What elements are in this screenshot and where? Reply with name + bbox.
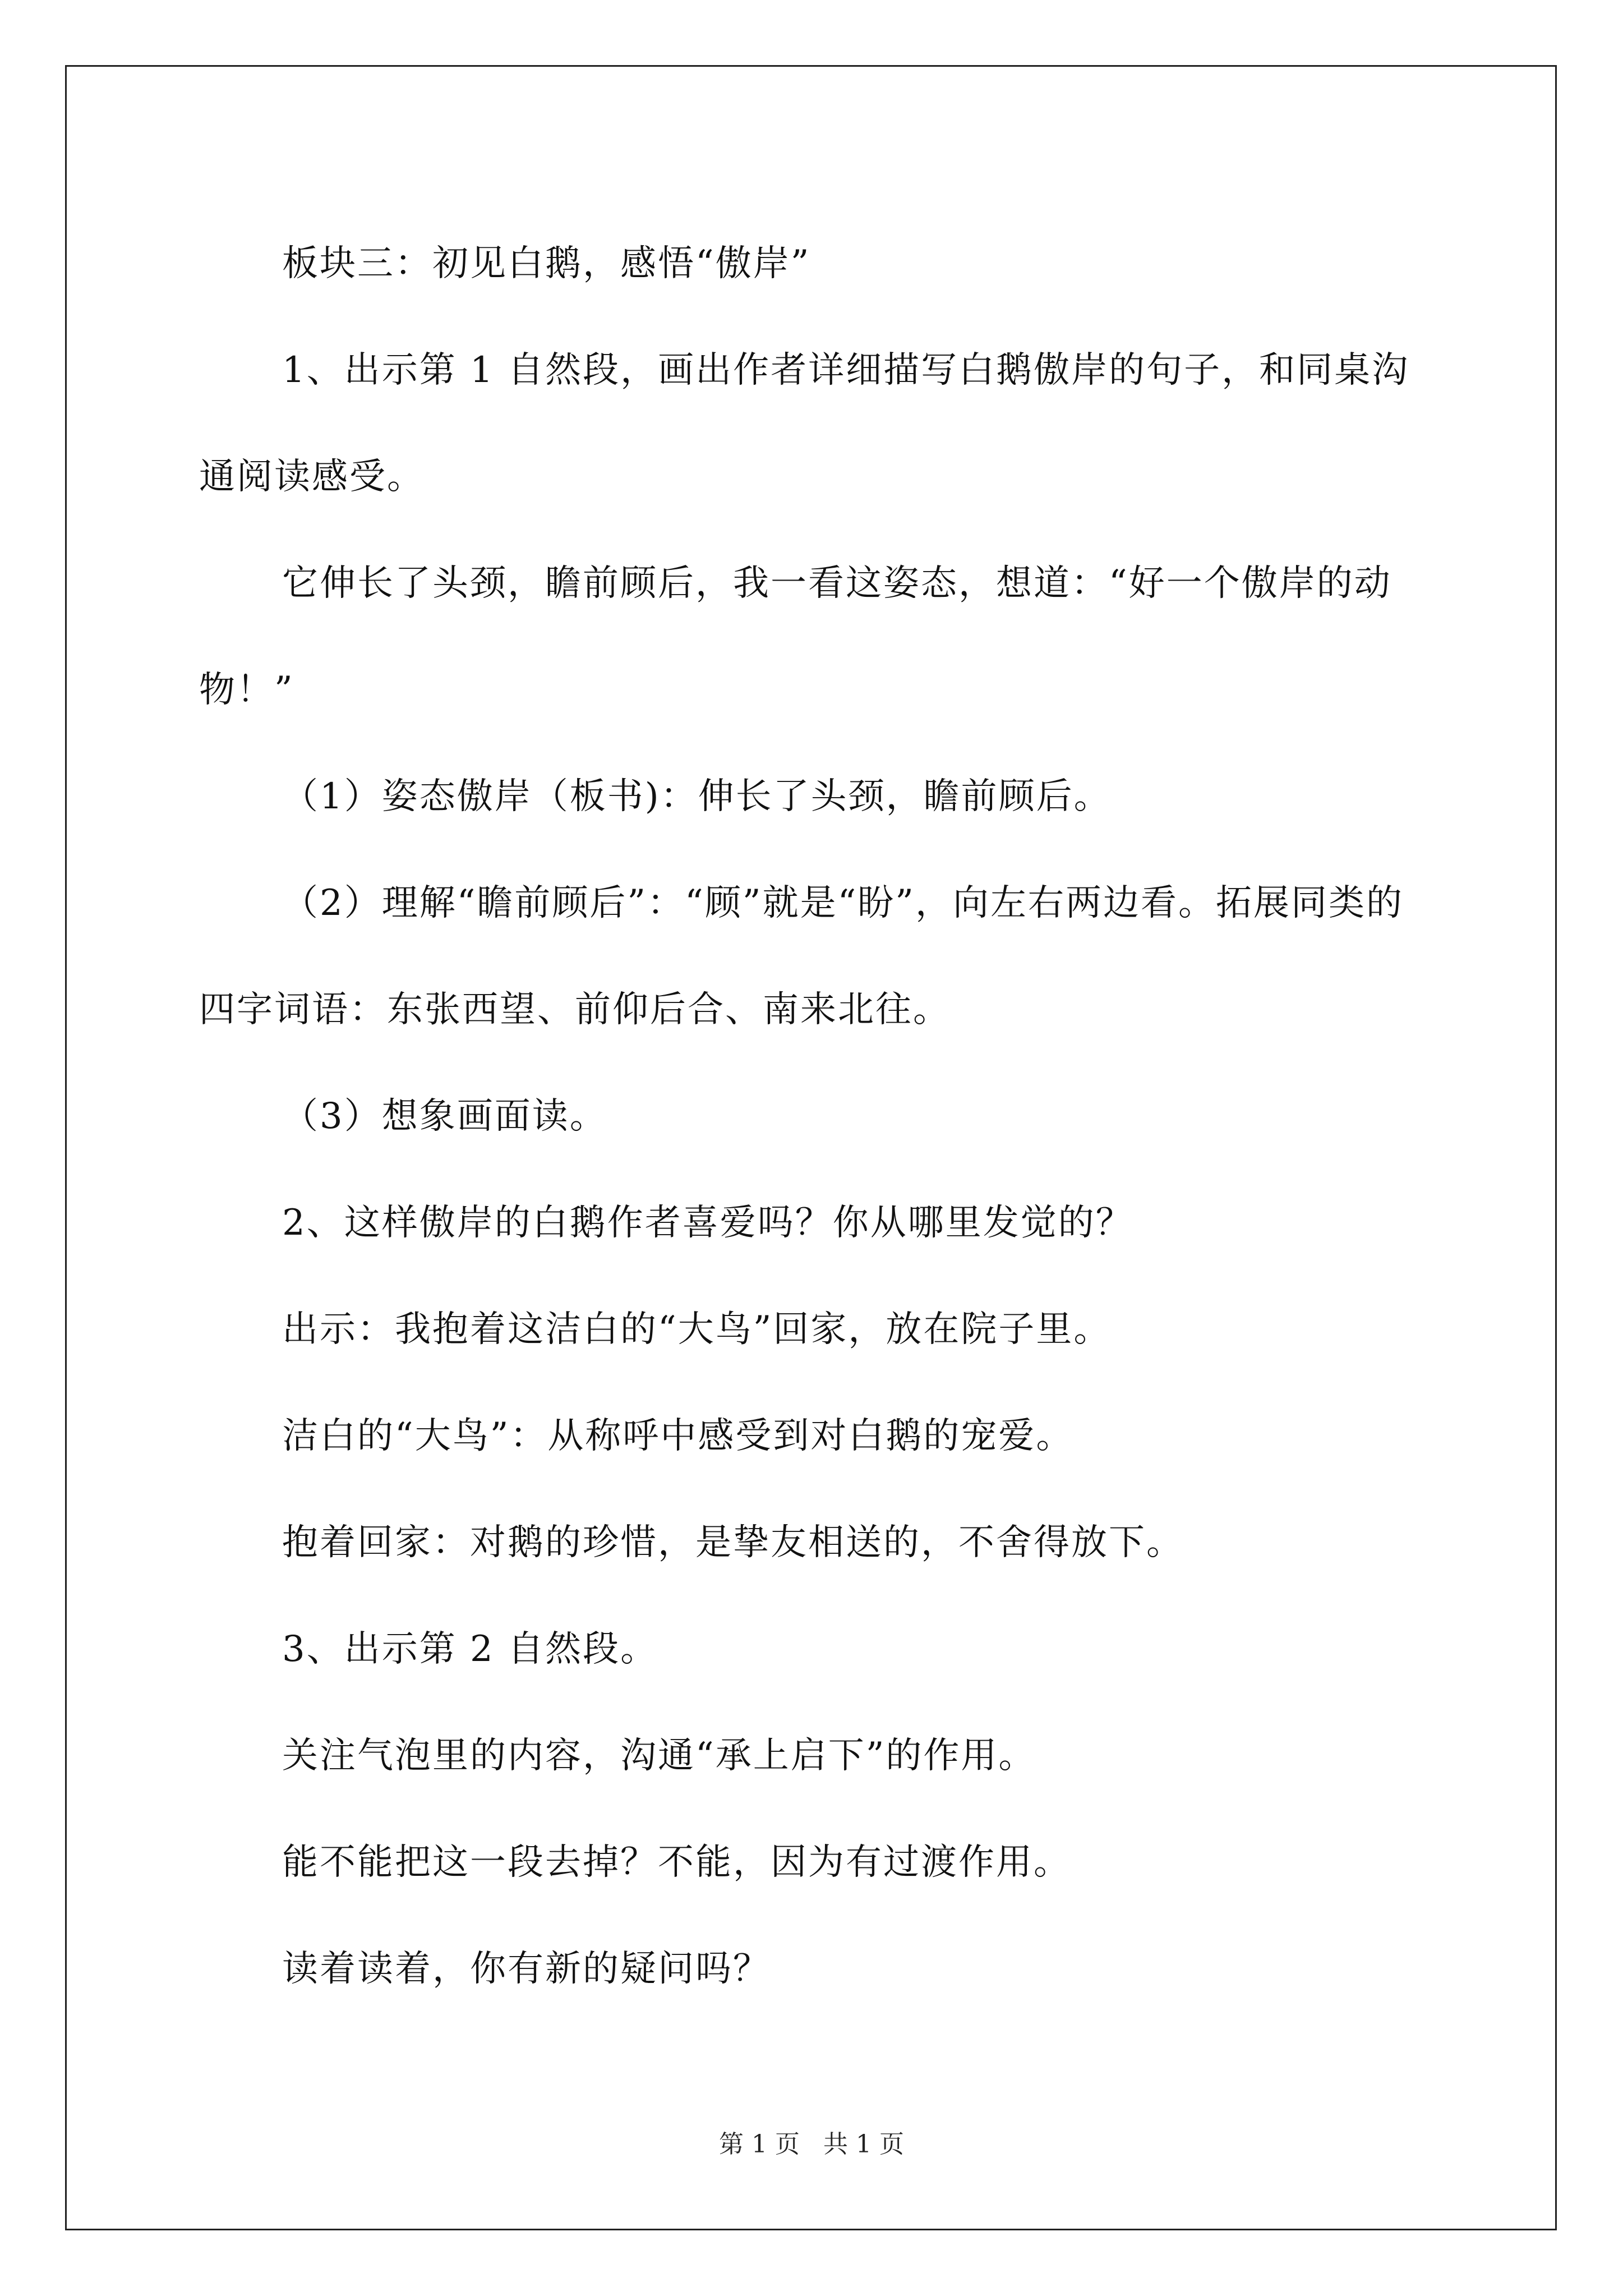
paragraph: 关注气泡里的内容，沟通“承上启下”的作用。 — [282, 1735, 1036, 1777]
paragraph: （1）姿态傲岸（板书)：伸长了头颈，瞻前顾后。 — [282, 776, 1112, 817]
section-heading: 板块三：初见白鹅，感悟“傲岸” — [282, 243, 811, 284]
document-body — [199, 210, 1438, 2022]
paragraph: 2、这样傲岸的白鹅作者喜爱吗？你从哪里发觉的？ — [282, 1202, 1133, 1244]
paragraph: （3）想象画面读。 — [282, 1096, 607, 1137]
paragraph: （2）理解“瞻前顾后”：“顾”就是“盼”，向左右两边看。拓展同类的四字词语：东张西望、前仰后合、南来北往。 — [199, 882, 1404, 1030]
page-total: 共 1 页 — [823, 2130, 904, 2159]
paragraph: 读着读着，你有新的疑问吗？ — [282, 1948, 771, 1990]
paragraph: 出示：我抱着这洁白的“大鸟”回家，放在院子里。 — [282, 1309, 1112, 1350]
page-footer — [0, 2124, 1623, 2160]
paragraph: 能不能把这一段去掉？不能，因为有过渡作用。 — [282, 1842, 1071, 1883]
paragraph: 3、出示第 2 自然段。 — [282, 1628, 658, 1670]
paragraph: 洁白的“大鸟”：从称呼中感受到对白鹅的宠爱。 — [282, 1415, 1074, 1457]
paragraph: 它伸长了头颈，瞻前顾后，我一看这姿态，想道：“好一个傲岸的动物！” — [199, 563, 1392, 711]
paragraph: 1、出示第 1 自然段，画出作者详细描写白鹅傲岸的句子，和同桌沟通阅读感受。 — [199, 349, 1410, 498]
page-number: 第 1 页 — [719, 2130, 800, 2159]
paragraph: 抱着回家：对鹅的珍惜，是挚友相送的，不舍得放下。 — [282, 1522, 1184, 1563]
